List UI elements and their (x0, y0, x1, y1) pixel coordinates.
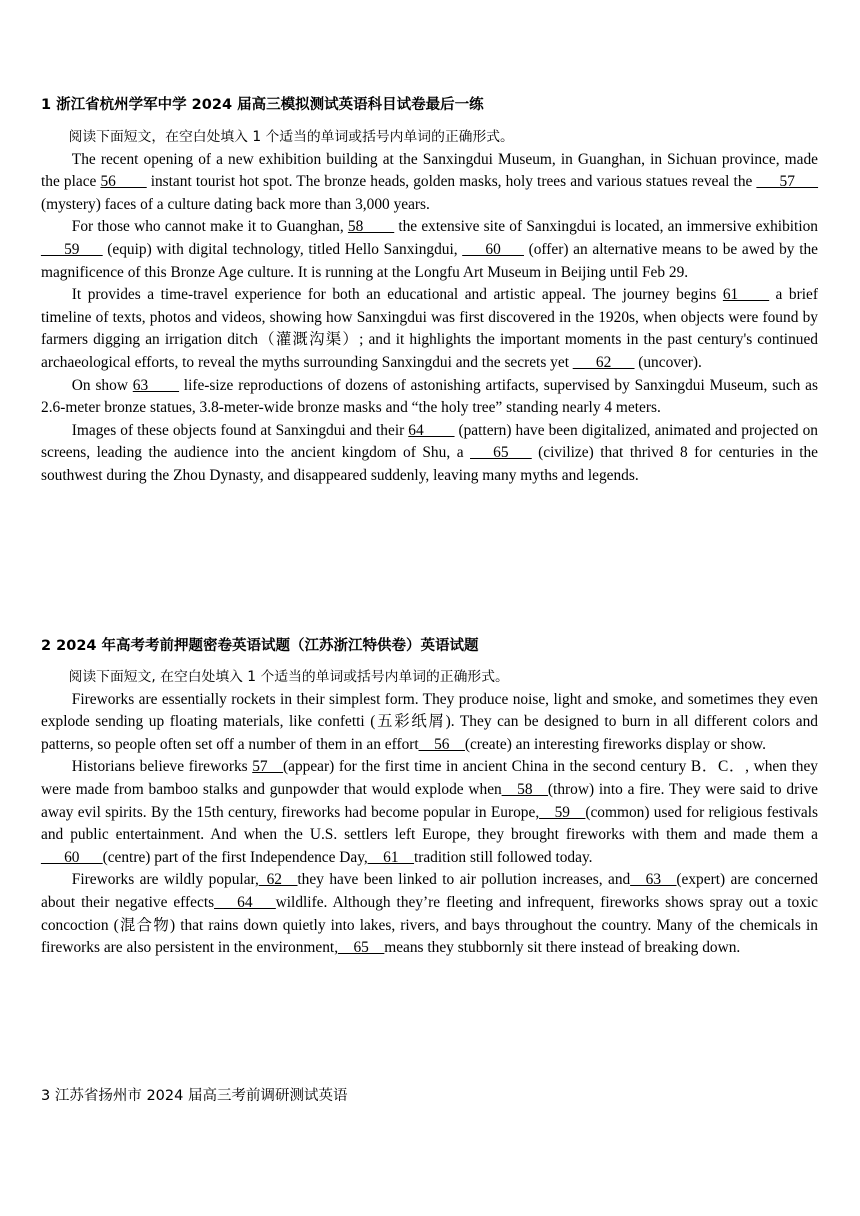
section-1-paragraph-3: It provides a time-travel experience for both an educational and artistic appeal. The journey begins 61____ a brief timeline of texts, photos and videos, showing how Sanxingdui was first discovered in the 1920s, when objects were found by farmers digging an irrigation ditch（灌溉沟渠）; and it highlights the important moments in the past century's continued archaeological efforts, to reveal the myths surrounding Sanxingdui and the secrets yet ___62___ (uncover). (41, 284, 818, 374)
blank-56: 56____ (100, 173, 147, 191)
blank-65: ___65___ (470, 444, 532, 462)
section-1-paragraph-5: Images of these objects found at Sanxingdui and their 64____ (pattern) have been digitalized, animated and projected on screens, leading the audience into the ancient kingdom of Shu, a ___65___ (civilize) that thrived 8 for centuries in the southwest during the Zhou Dynasty, and disappeared suddenly, leaving many myths and legends. (41, 421, 819, 484)
section-1-instruction: 阅读下面短文，在空白处填入 1 个适当的单词或括号内单词的正确形式。 (68, 129, 514, 145)
section-1-title: 1 浙江省杭州学军中学 2024 届高三模拟测试英语科目试卷最后一练 (41, 97, 484, 113)
section-2-body (41, 666, 818, 960)
section-1-paragraph-2: For those who cannot make it to Guanghan, 58____ the extensive site of Sanxingdui is located, an immersive exhibition ___59___ (equip) with digital technology, titled Hello Sanxingdui, ___60___ (offer) an alternative means to be awed by the magnificence of this Bronze Age culture. It is running at the Longfu Art Museum in Beijing until Feb 29. (41, 218, 818, 281)
section-1-body (41, 126, 818, 488)
section-3-title: 3 江苏省扬州市 2024 届高三考前调研测试英语 (41, 1088, 348, 1104)
blank-61: 61____ (722, 286, 770, 304)
section-2-paragraph-2: Historians believe fireworks 57__(appear) for the first time in ancient China in the second century B．C．, when they were made from bamboo stalks and gunpowder that would explode when__58__(throw) into a fire. They were said to drive away evil spirits. By the 15th century, fireworks had become popular in Europe,__59__(common) used for religious festivals and public entertainment. And when the U.S. settlers left Europe, they brought fireworks with them and made them a___60___(centre) part of the first Independence Day,__61__tradition still followed today. (41, 756, 818, 869)
blank-61: __61__ (367, 848, 414, 866)
section-2-paragraph-1: Fireworks are essentially rockets in their simplest form. They produce noise, light and smoke, and sometimes they even explode sending up floating materials, like confetti (五彩纸屑). They can be designed to burn in all different colors and patterns, so people often set off a number of them in an effort__56__(create) an interesting fireworks display or show. (41, 689, 818, 757)
blank-59: __59__ (539, 803, 586, 821)
blank-60: ___60___ (462, 240, 524, 258)
blank-56: __56__ (418, 735, 465, 753)
section-2-title: 2 2024 年高考考前押题密卷英语试题（江苏浙江特供卷）英语试题 (41, 638, 479, 654)
blank-62: ___62___ (572, 353, 635, 371)
blank-62: _62__ (258, 871, 298, 889)
blank-63: __63__ (630, 871, 677, 889)
blank-65: __65__ (338, 939, 385, 957)
section-2-instruction: 阅读下面短文, 在空白处填入 1 个适当的单词或括号内单词的正确形式。 (68, 669, 509, 685)
section-2-paragraph-3: Fireworks are wildly popular,_62__they have been linked to air pollution increases, and__63__(expert) are concerned about their negative effects___64___wildlife. Although they’re fleeting and infrequent, fireworks shows spray out a toxic concoction (混合物) that rains down quietly into lakes, rivers, and bays throughout the country. Many of the chemicals in fireworks are also persistent in the environment,__65__means they stubbornly sit there instead of breaking down. (41, 869, 818, 959)
blank-60: ___60___ (41, 848, 103, 866)
section-1-paragraph-4: On show 63____ life-size reproductions of dozens of astonishing artifacts, supervised by Sanxingdui Museum, such as 2.6-meter bronze statues, 3.8-meter-wide bronze masks and “the holy tree” standing nearly 4 meters. (41, 376, 819, 417)
section-1-paragraph-1: The recent opening of a new exhibition building at the Sanxingdui Museum, in Guanghan, in Sichuan province, made the place 56____ instant tourist hot spot. The bronze heads, golden masks, holy trees and various statues reveal the ___57___(mystery) faces of a culture dating back more than 3,000 years. (41, 150, 818, 213)
blank-64: 64____ (408, 421, 455, 439)
blank-57: 57__ (252, 758, 283, 776)
blank-59: ___59___ (41, 240, 103, 258)
blank-58: __58__ (501, 780, 548, 798)
blank-58: 58____ (347, 218, 395, 236)
blank-63: 63____ (132, 376, 179, 394)
blank-64: ___64___ (214, 893, 276, 911)
blank-57: ___57___ (756, 173, 818, 191)
